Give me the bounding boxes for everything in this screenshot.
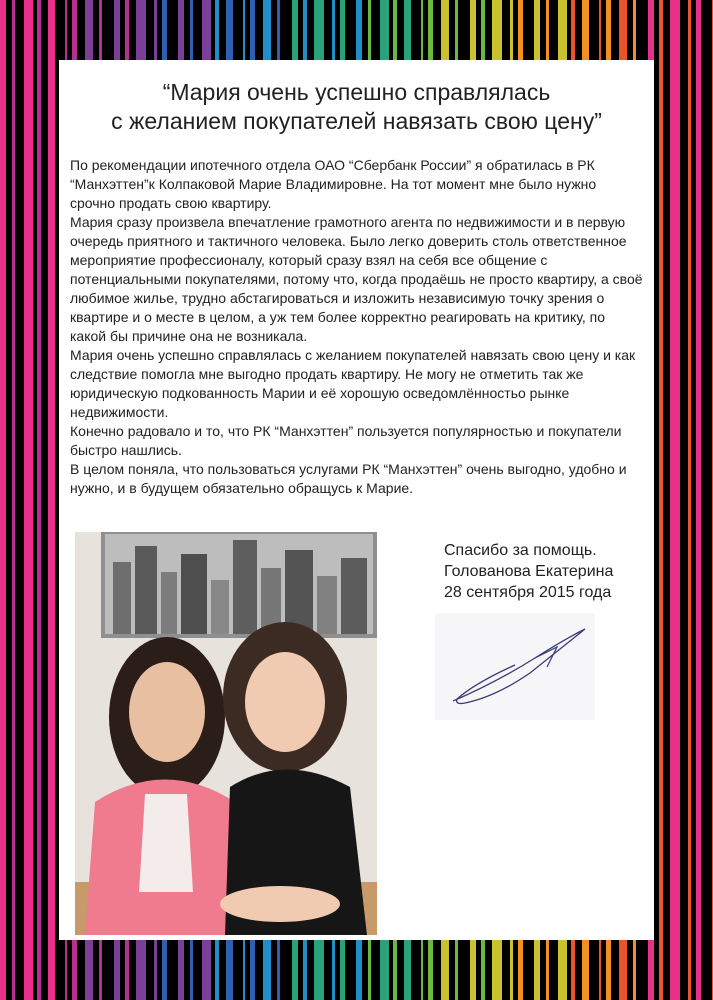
testimonial-text [70, 156, 645, 498]
author-name: Голованова Екатерина [444, 563, 614, 580]
two-women-photo [75, 532, 377, 935]
background-stripe [670, 0, 680, 1000]
background-stripe [37, 0, 41, 1000]
background-stripe [696, 0, 701, 1000]
headline [59, 78, 654, 136]
signature-icon [435, 613, 595, 720]
paragraph-pricing: Мария очень успешно справлялась с желанием покупателей навязать свою цену и как следствие помогла мне выгодно продать квартиру. Не могу не отметить так же юридическую подкованность Марии и её хорошую осведомлённостьо рынке недвижимости. [70, 347, 636, 420]
background-stripe [0, 0, 6, 1000]
paragraph-first-impression: Мария сразу произвела впечатление грамотного агента по недвижимости и в первую очередь приятного и тактичного человека. Было легко доверить столь ответственное мероприятие профессионалу, который сразу взял на себя все общение с потенциальными покупателями, потому что, когда продаёшь не просто квартиру, а своё любимое жилье, трудно абстагироваться и изложить независимую точку зрения о квартире и о месте в целом, а уж тем более корректно реагировать на критику, по какой бы причине она не возникала. [70, 214, 643, 344]
paragraph-conclusion: В целом поняла, что пользоваться услугами РК “Манхэттен” очень выгодно, удобно и нужно, и в будущем обязательно обращусь к Марие. [70, 461, 627, 496]
background-stripe [659, 0, 663, 1000]
signoff [444, 540, 644, 603]
background-stripe [48, 0, 55, 1000]
background-stripe [688, 0, 691, 1000]
testimonial-card [59, 60, 654, 940]
background-stripe [12, 0, 15, 1000]
headline-line-1: “Мария очень успешно справлялась [162, 79, 551, 105]
signoff-date: 28 сентября 2015 года [444, 584, 612, 601]
background-stripe [24, 0, 33, 1000]
paragraph-popularity: Конечно радовало и то, что РК “Манхэттен” пользуется популярностью и покупатели быстро нашлись. [70, 423, 622, 458]
paragraph-referral: По рекомендации ипотечного отдела ОАО “Сбербанк России” я обратилась в РК “Манхэттен”к Колпаковой Марие Владимировне. На тот момент мне было нужно срочно продать свою квартиру. [70, 157, 597, 211]
thanks-line: Спасибо за помощь. [444, 542, 597, 559]
headline-line-2: с желанием покупателей навязать свою цену” [111, 108, 602, 134]
